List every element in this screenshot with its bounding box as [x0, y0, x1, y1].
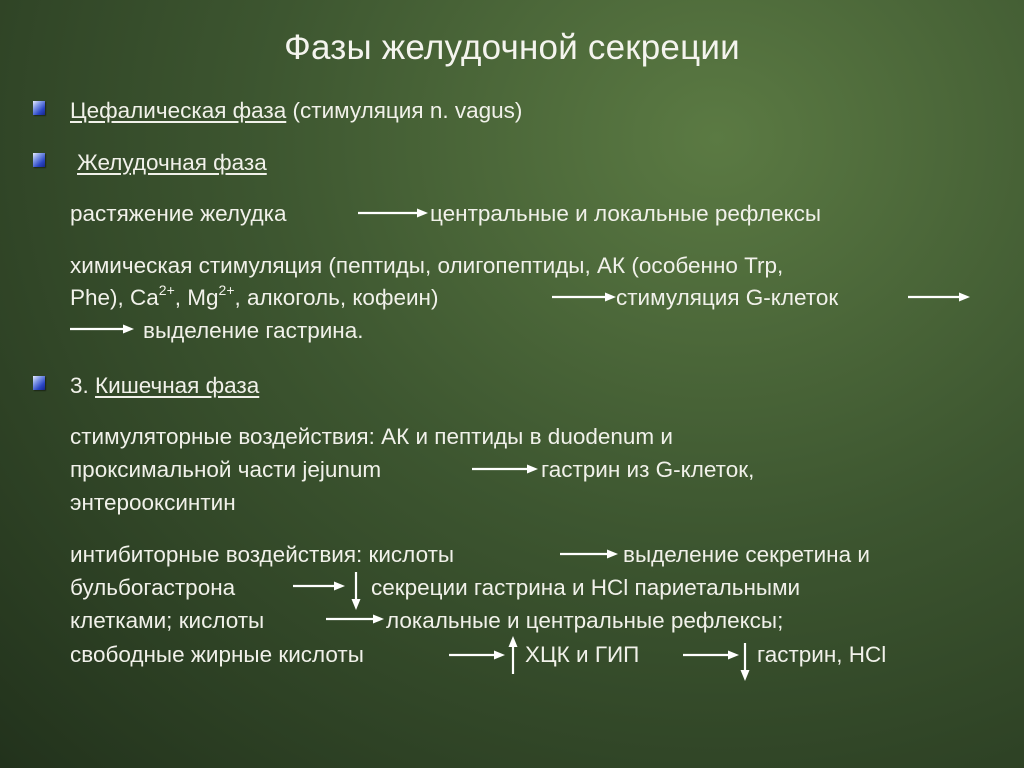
text-mg: , Mg [174, 285, 219, 310]
text-local-central-reflexes: локальные и центральные рефлексы; [386, 608, 784, 633]
right-arrow-icon [560, 548, 618, 560]
text-phe-ca: Phe), Ca [70, 285, 159, 310]
text-gastrin-g-cells: гастрин из G-клеток, [541, 457, 755, 482]
text-jejunum: проксимальной части jejunum [70, 457, 382, 482]
gastric-phase-heading [77, 150, 267, 176]
down-arrow-icon [350, 572, 362, 610]
right-arrow-icon [449, 649, 505, 661]
text-chemical-stimulation: химическая стимуляция (пептиды, олигопептиды, АК (особенно Trp, [70, 253, 784, 278]
slide-title: Фазы желудочной секреции [284, 28, 740, 67]
right-arrow-icon [472, 463, 538, 475]
right-arrow-icon [552, 291, 616, 303]
gastric-phase-name: Желудочная фаза [77, 150, 267, 175]
text-gastrin-hcl-secretion: секреции гастрина и HCl париетальными [371, 575, 801, 600]
text-cells-acids: клетками; кислоты [70, 608, 265, 633]
text-free-fatty-acids: свободные жирные кислоты [70, 642, 364, 667]
bullet-icon [33, 376, 45, 390]
text-alcohol-caffeine: , алкоголь, кофеин) [234, 285, 439, 310]
right-arrow-icon [683, 649, 739, 661]
text-enterooxyntin: энтерооксинтин [70, 490, 236, 515]
right-arrow-icon [70, 323, 134, 335]
cephalic-phase [70, 98, 522, 124]
text-distension: растяжение желудка [70, 201, 287, 226]
text-bulbogastron: бульбогастрона [70, 575, 236, 600]
text-gastrin-hcl: гастрин, HCl [757, 642, 887, 667]
bullet-icon [33, 101, 45, 115]
text-gastrin-release: выделение гастрина. [143, 318, 364, 343]
text-reflexes: центральные и локальные рефлексы [430, 201, 822, 226]
cephalic-phase-note: (стимуляция n. vagus) [286, 98, 523, 123]
down-arrow-icon [739, 643, 751, 681]
right-arrow-icon [293, 580, 345, 592]
right-arrow-icon [358, 207, 428, 219]
text-stimulatory-effects: стимуляторные воздействия: АК и пептиды в duodenum и [70, 424, 673, 449]
text-g-cell-stimulation: стимуляция G-клеток [616, 285, 839, 310]
up-arrow-icon [507, 636, 519, 674]
right-arrow-icon [908, 291, 970, 303]
intestinal-phase-name: Кишечная фаза [95, 373, 260, 398]
right-arrow-icon [326, 613, 384, 625]
text-inhibitory-effects: интибиторные воздействия: кислоты [70, 542, 455, 567]
text-secretin-release: выделение секретина и [623, 542, 870, 567]
text-cck-gip: ХЦК и ГИП [525, 642, 640, 667]
intestinal-phase-heading [70, 373, 259, 399]
mg-charge: 2+ [218, 281, 235, 298]
cephalic-phase-name: Цефалическая фаза [70, 98, 287, 123]
text-chemical-stimulation-cont [70, 281, 439, 311]
intestinal-phase-number: 3. [70, 373, 96, 398]
ca-charge: 2+ [158, 281, 175, 298]
bullet-icon [33, 153, 45, 167]
